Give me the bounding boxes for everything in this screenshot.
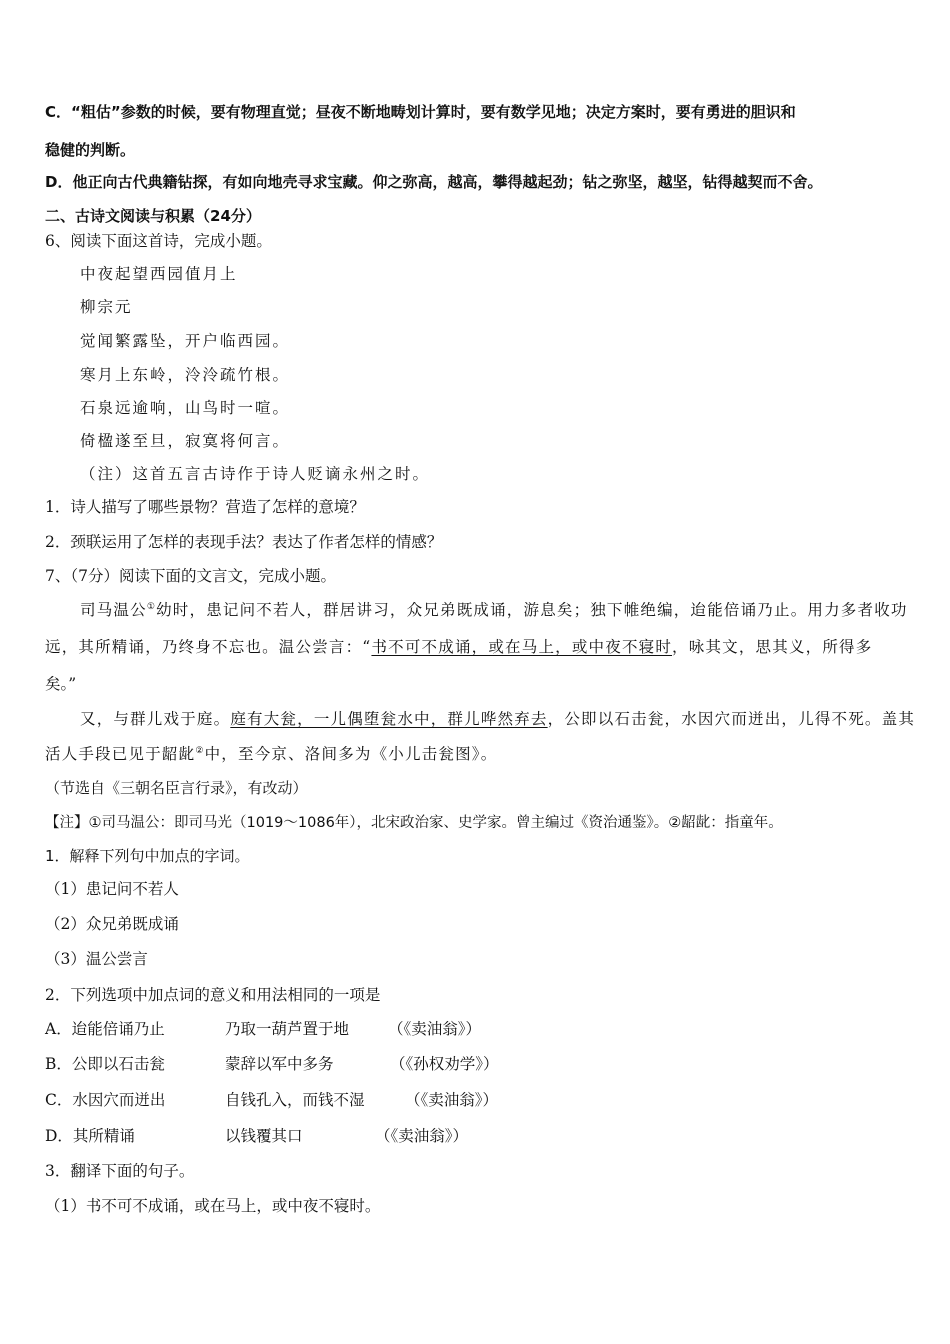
sub2-prompt: 2．下列选项中加点词的意义和用法相同的一项是 [45, 986, 381, 1004]
poem-line: 觉闻繁露坠，开户临西园。 [80, 332, 291, 350]
poem-note: （注）这首五言古诗作于诗人贬谪永州之时。 [80, 465, 431, 483]
option-compare: 蒙辞以军中多务 [225, 1055, 334, 1073]
option-c-line2: 稳健的判断。 [45, 141, 136, 159]
option-source: （《卖油翁》） [375, 1127, 469, 1145]
q6-prompt: 6、阅读下面这首诗，完成小题。 [45, 232, 272, 250]
passage-text: ，咏其文，思其义，所得多 [672, 638, 873, 656]
q7-prompt: 7、（7分）阅读下面的文言文，完成小题。 [45, 567, 336, 585]
sub1-prompt: 1．解释下列句中加点的字词。 [45, 847, 250, 865]
option-label: A．迨能倍诵乃止 [45, 1020, 165, 1038]
option-compare: 乃取一葫芦置于地 [225, 1020, 350, 1038]
passage-text: 幼时，患记问不若人，群居讲习，众兄弟既成诵，游息矣；独下帷绝编，迨能倍诵乃止。用力多者收功 [156, 601, 908, 619]
passage-para2-line2 [45, 744, 497, 764]
underlined-sentence: 书不可不成诵，或在马上，或中夜不寝时 [371, 638, 673, 656]
sub1-item: （2）众兄弟既成诵 [45, 915, 179, 933]
passage-text: 中，至今京、洛间多为《小儿击瓮图》。 [204, 745, 498, 763]
passage-para2-line1 [80, 709, 915, 729]
footnote-marker: ② [195, 745, 205, 756]
poem-line: 寒月上东岭，泠泠疏竹根。 [80, 366, 291, 384]
option-compare: 以钱覆其口 [225, 1127, 303, 1145]
section-heading: 二、古诗文阅读与积累（24分） [45, 207, 261, 225]
passage-text: 远，其所精诵，乃终身不忘也。温公尝言：“ [45, 638, 372, 656]
passage-text: 活人手段已见于龆龀 [45, 745, 196, 763]
poem-line: 倚楹遂至旦，寂寞将何言。 [80, 432, 291, 450]
poem-line: 石泉远逾响，山鸟时一喧。 [80, 399, 291, 417]
option-c-line1: C．“粗估”参数的时候，要有物理直觉；昼夜不断地畴划计算时，要有数学见地；决定方案时，要有勇进的胆识和 [45, 103, 796, 121]
option-label: B．公即以石击瓮 [45, 1055, 165, 1073]
q6-question-1: 1．诗人描写了哪些景物？营造了怎样的意境？ [45, 498, 365, 516]
underlined-sentence: 庭有大瓮，一儿偶堕瓮水中，群儿哗然弃去 [230, 710, 548, 728]
passage-para1-line1 [80, 600, 908, 620]
passage-text: 又，与群儿戏于庭。 [80, 710, 231, 728]
sub1-item: （3）温公尝言 [45, 950, 148, 968]
footnote: 【注】①司马温公：即司马光（1019～1086年），北宋政治家、史学家。曾主编过《资治通鉴》。②龆龀：指童年。 [45, 815, 783, 831]
option-d: D．他正向古代典籍钻探，有如向地壳寻求宝藏。仰之弥高，越高，攀得越起劲；钻之弥坚，越坚，钻得越契而不舍。 [45, 173, 823, 191]
option-compare: 自钱孔入，而钱不湿 [225, 1091, 365, 1109]
footnote-marker: ① [146, 601, 157, 612]
passage-text: 司马温公 [80, 601, 147, 619]
sub1-item: （1）患记问不若人 [45, 880, 179, 898]
option-source: （《卖油翁》） [388, 1020, 482, 1038]
passage-para1-line2 [45, 637, 872, 657]
passage-source: （节选自《三朝名臣言行录》，有改动） [45, 779, 308, 797]
option-label: D．其所精诵 [45, 1127, 135, 1145]
option-source: （《卖油翁》） [405, 1091, 499, 1109]
sub3-prompt: 3．翻译下面的句子。 [45, 1162, 195, 1180]
option-label: C．水因穴而迸出 [45, 1091, 166, 1109]
option-source: （《孙权劝学》） [390, 1055, 499, 1073]
poem-author: 柳宗元 [80, 298, 133, 316]
q6-question-2: 2．颈联运用了怎样的表现手法？表达了作者怎样的情感？ [45, 533, 443, 551]
sub3-item: （1）书不可不成诵，或在马上，或中夜不寝时。 [45, 1197, 381, 1215]
passage-text: ，公即以石击瓮，水因穴而迸出，儿得不死。盖其 [547, 710, 916, 728]
passage-para1-line3: 矣。” [45, 675, 77, 693]
poem-title: 中夜起望西园值月上 [80, 265, 238, 283]
